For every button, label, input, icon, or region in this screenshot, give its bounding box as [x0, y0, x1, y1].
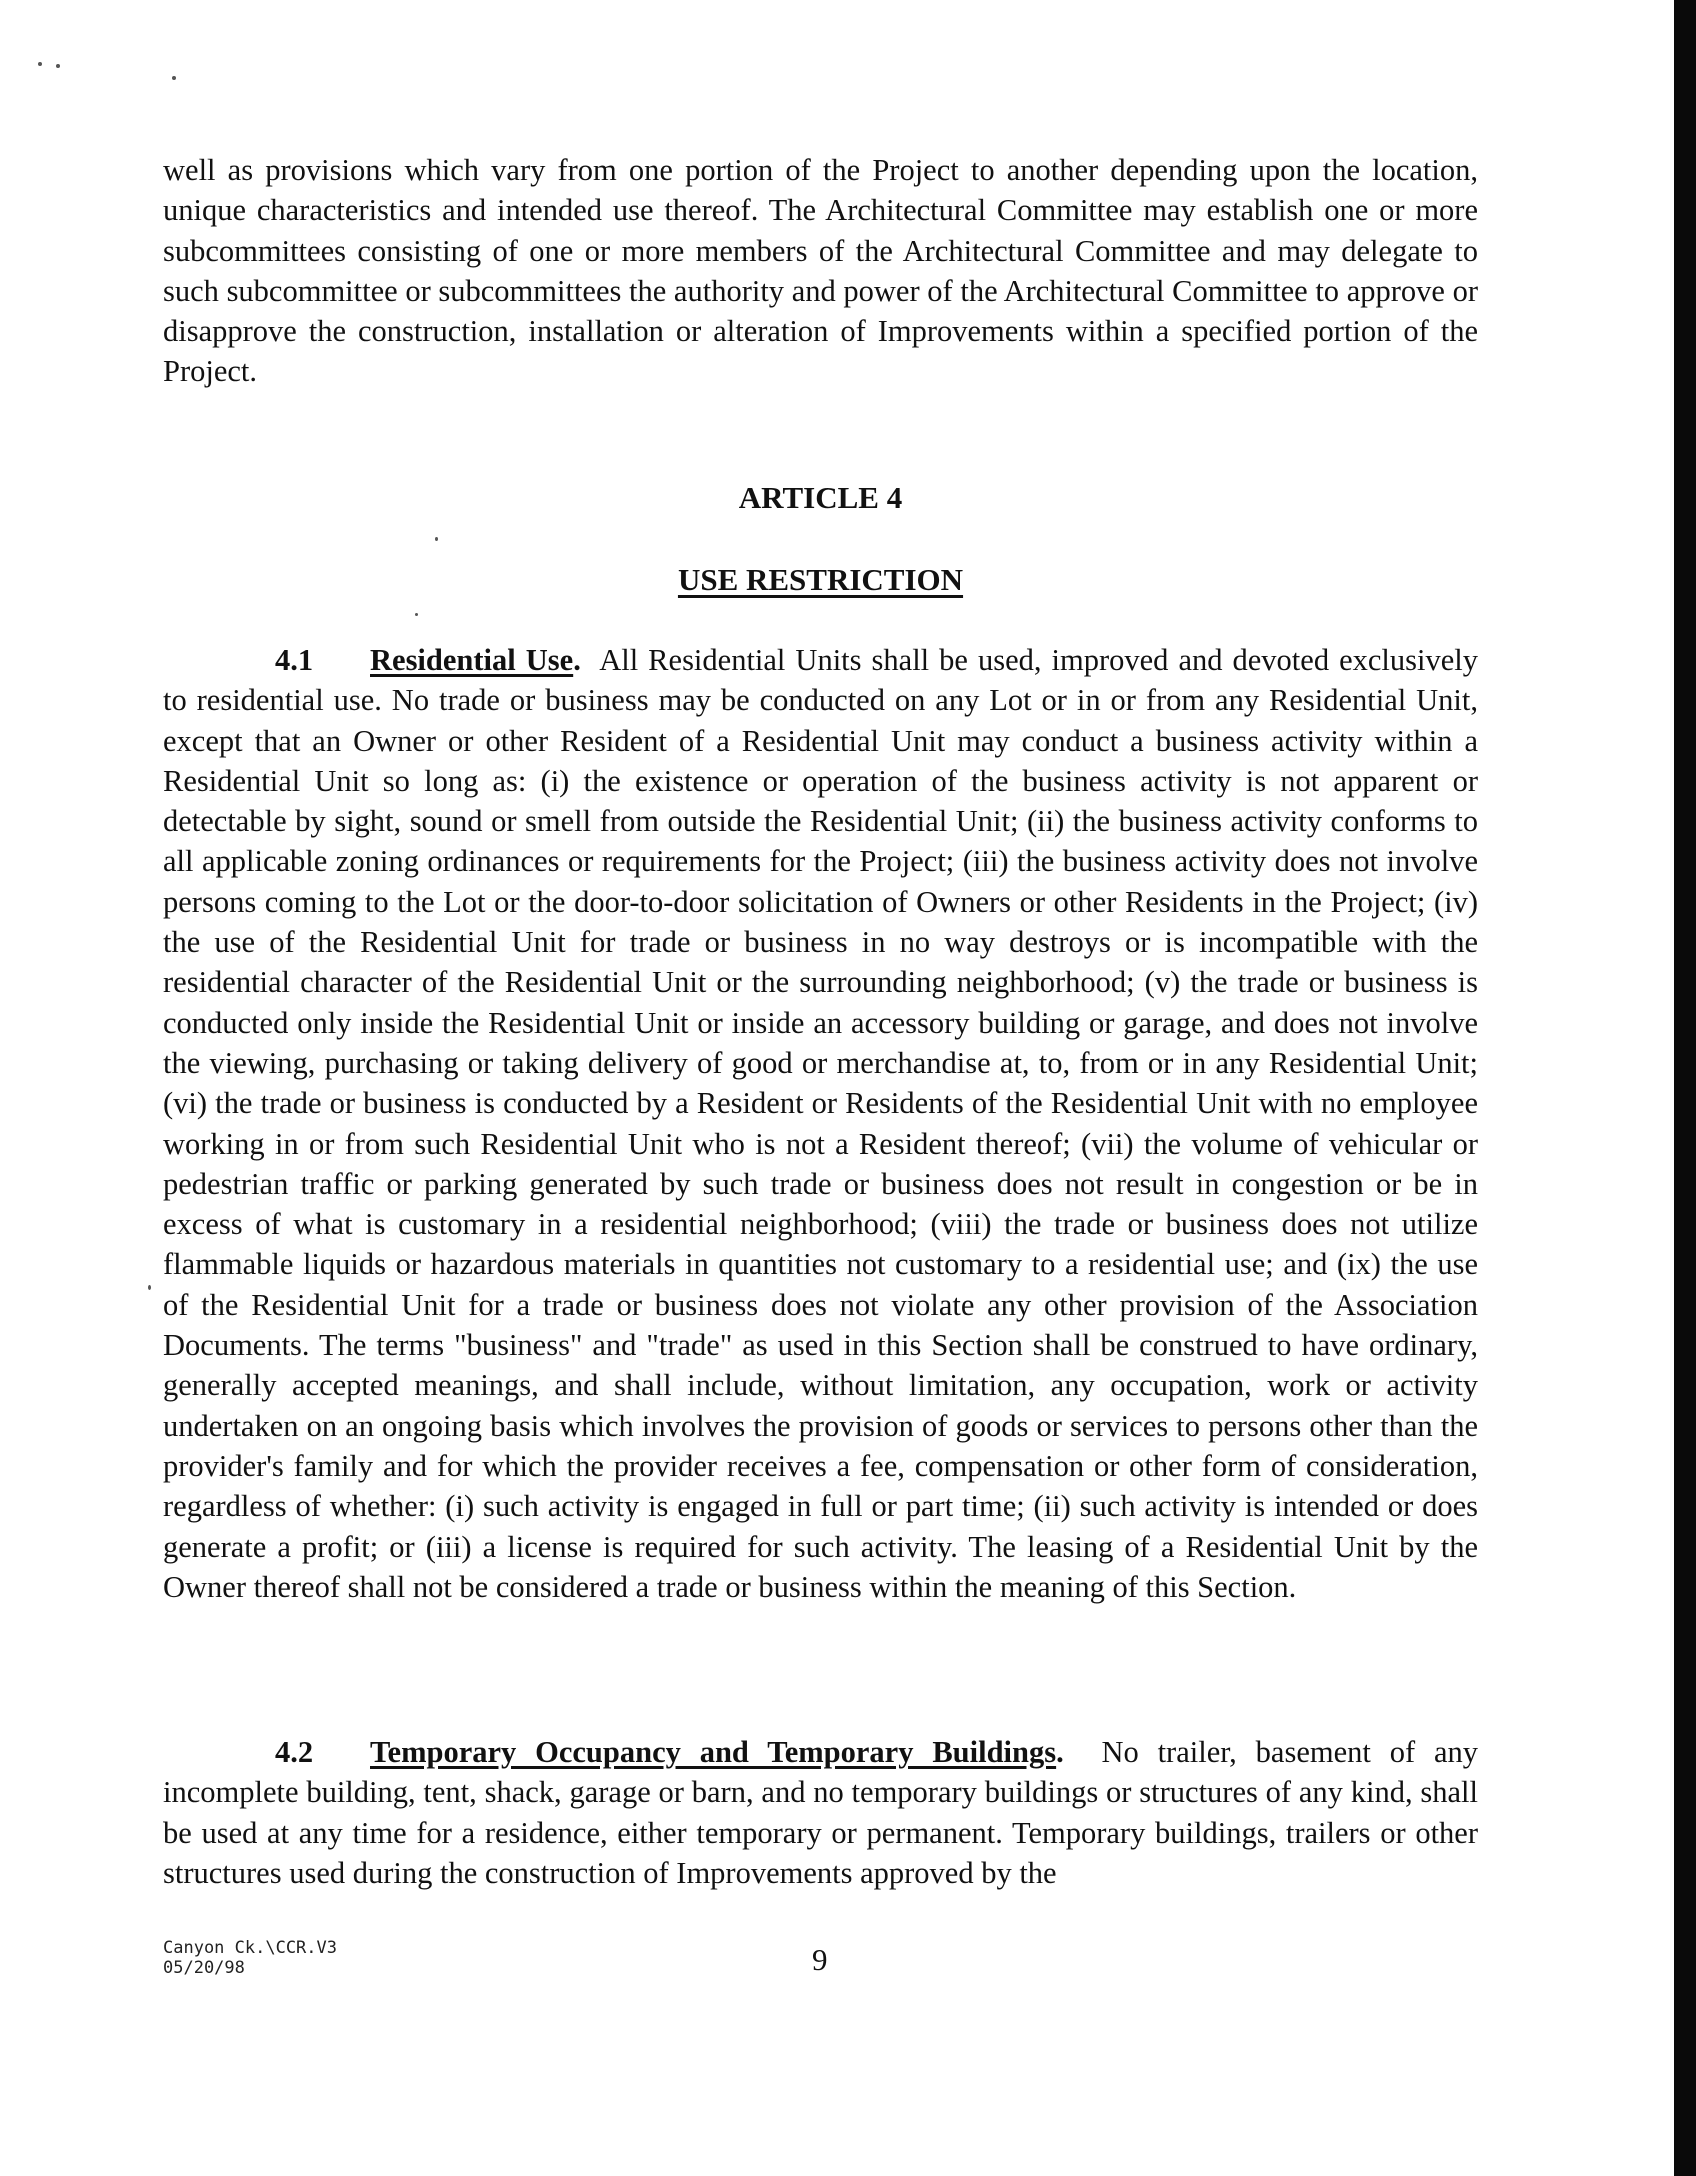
- article-number: ARTICLE 4: [738, 480, 903, 515]
- scan-speck: [172, 76, 176, 80]
- article-title: USE RESTRICTION: [677, 562, 964, 597]
- section-title: Residential Use: [370, 643, 574, 677]
- page-number: 9: [812, 1942, 828, 1977]
- section-number: 4.2: [275, 1735, 314, 1769]
- scan-speck: [415, 613, 418, 616]
- footer-doc-info: [163, 1938, 337, 1978]
- scanned-page-edge: [1674, 0, 1696, 2176]
- intro-paragraph: well as provisions which vary from one portion of the Project to another depending upon the location, unique characteristics and intended use thereof. The Architectural Committee may establish one or more subcommittees consisting of one or more members of the Architectural Committee and may delegate to such subcommittee or subcommittees the authority and power of the Architectural Committee to approve or disapprove the construction, installation or alteration of Improvements within a specified portion of the Project.: [163, 153, 1478, 389]
- section-4-2: 4.2 Temporary Occupancy and Temporary Buildings. No trailer, basement of any incomplete building, tent, shack, garage or barn, and no temporary buildings or structures of any kind, shall be used at any time for a residence, either temporary or permanent. Temporary buildings, trailers or other structures used during the construction of Improvements approved by the: [163, 1732, 1478, 1893]
- scan-speck: [38, 62, 42, 66]
- footer-doc-id: Canyon Ck.\CCR.V3: [163, 1938, 337, 1958]
- section-body: All Residential Units shall be used, improved and devoted exclusively to residential use. No trade or business may be conducted on any Lot or in or from any Residential Unit, except that an Owner or other Resident of a Residential Unit may conduct a business activity within a Residential Unit so long as: (i) the existence or operation of the business activity is not apparent or detectable by sight, sound or smell from outside the Residential Unit; (ii) the business activity conforms to all applicable zoning ordinances or requirements for the Project; (iii) the business activity does not involve persons coming to the Lot or the door-to-door solicitation of Owners or other Residents in the Project; (iv) the use of the Residential Unit for trade or business in no way destroys or is incompatible with the residential character of the Residential Unit or the surrounding neighborhood; (v) the trade or business is conducted only inside the Residential Unit or inside an accessory building or garage, and does not involve the viewing, purchasing or taking delivery of good or merchandise at, to, from or in any Residential Unit; (vi) the trade or business is conducted by a Resident or Residents of the Residential Unit with no employee working in or from such Residential Unit who is not a Resident thereof; (vii) the volume of vehicular or pedestrian traffic or parking generated by such trade or business does not result in congestion or be in excess of what is customary in a residential neighborhood; (viii) the trade or business does not utilize flammable liquids or hazardous materials in quantities not customary to a residential use; and (ix) the use of the Residential Unit for a trade or business does not violate any other provision of the Association Documents. The terms "business" and "trade" as used in this Section shall be construed to have ordinary, generally accepted meanings, and shall include, without limitation, any occupation, work or activity undertaken on an ongoing basis which involves the provision of goods or services to persons other than the provider's family and for which the provider receives a fee, compensation or other form of consideration, regardless of whether: (i) such activity is engaged in full or part time; (ii) such activity is intended or does generate a profit; or (iii) a license is required for such activity. The leasing of a Residential Unit by the Owner thereof shall not be considered a trade or business within the meaning of this Section.: [163, 643, 1478, 1604]
- section-body: No trailer, basement of any incomplete building, tent, shack, garage or barn, and no temporary buildings or structures of any kind, shall be used at any time for a residence, either temporary or permanent. Temporary buildings, trailers or other structures used during the construction of Improvements approved by the: [163, 1735, 1478, 1890]
- footer-date: 05/20/98: [163, 1958, 245, 1978]
- document-body: [163, 150, 1478, 1890]
- scan-speck: [435, 537, 438, 541]
- scan-speck: [148, 1285, 151, 1290]
- scan-speck: [56, 64, 60, 68]
- section-4-1: 4.1 Residential Use. All Residential Units shall be used, improved and devoted exclusively to residential use. No trade or business may be conducted on any Lot or in or from any Residential Unit, except that an Owner or other Resident of a Residential Unit may conduct a business activity within a Residential Unit so long as: (i) the existence or operation of the business activity is not apparent or detectable by sight, sound or smell from outside the Residential Unit; (ii) the business activity conforms to all applicable zoning ordinances or requirements for the Project; (iii) the business activity does not involve persons coming to the Lot or the door-to-door solicitation of Owners or other Residents in the Project; (iv) the use of the Residential Unit for trade or business in no way destroys or is incompatible with the residential character of the Residential Unit or the surrounding neighborhood; (v) the trade or business is conducted only inside the Residential Unit or inside an accessory building or garage, and does not involve the viewing, purchasing or taking delivery of good or merchandise at, to, from or in any Residential Unit; (vi) the trade or business is conducted by a Resident or Residents of the Residential Unit with no employee working in or from such Residential Unit who is not a Resident thereof; (vii) the volume of vehicular or pedestrian traffic or parking generated by such trade or business does not result in congestion or be in excess of what is customary in a residential neighborhood; (viii) the trade or business does not utilize flammable liquids or hazardous materials in quantities not customary to a residential use; and (ix) the use of the Residential Unit for a trade or business does not violate any other provision of the Association Documents. The terms "business" and "trade" as used in this Section shall be construed to have ordinary, generally accepted meanings, and shall include, without limitation, any occupation, work or activity undertaken on an ongoing basis which involves the provision of goods or services to persons other than the provider's family and for which the provider receives a fee, compensation or other form of consideration, regardless of whether: (i) such activity is engaged in full or part time; (ii) such activity is intended or does generate a profit; or (iii) a license is required for such activity. The leasing of a Residential Unit by the Owner thereof shall not be considered a trade or business within the meaning of this Section.: [163, 640, 1478, 1607]
- section-number: 4.1: [275, 643, 314, 677]
- section-title: Temporary Occupancy and Temporary Buildings: [370, 1735, 1057, 1769]
